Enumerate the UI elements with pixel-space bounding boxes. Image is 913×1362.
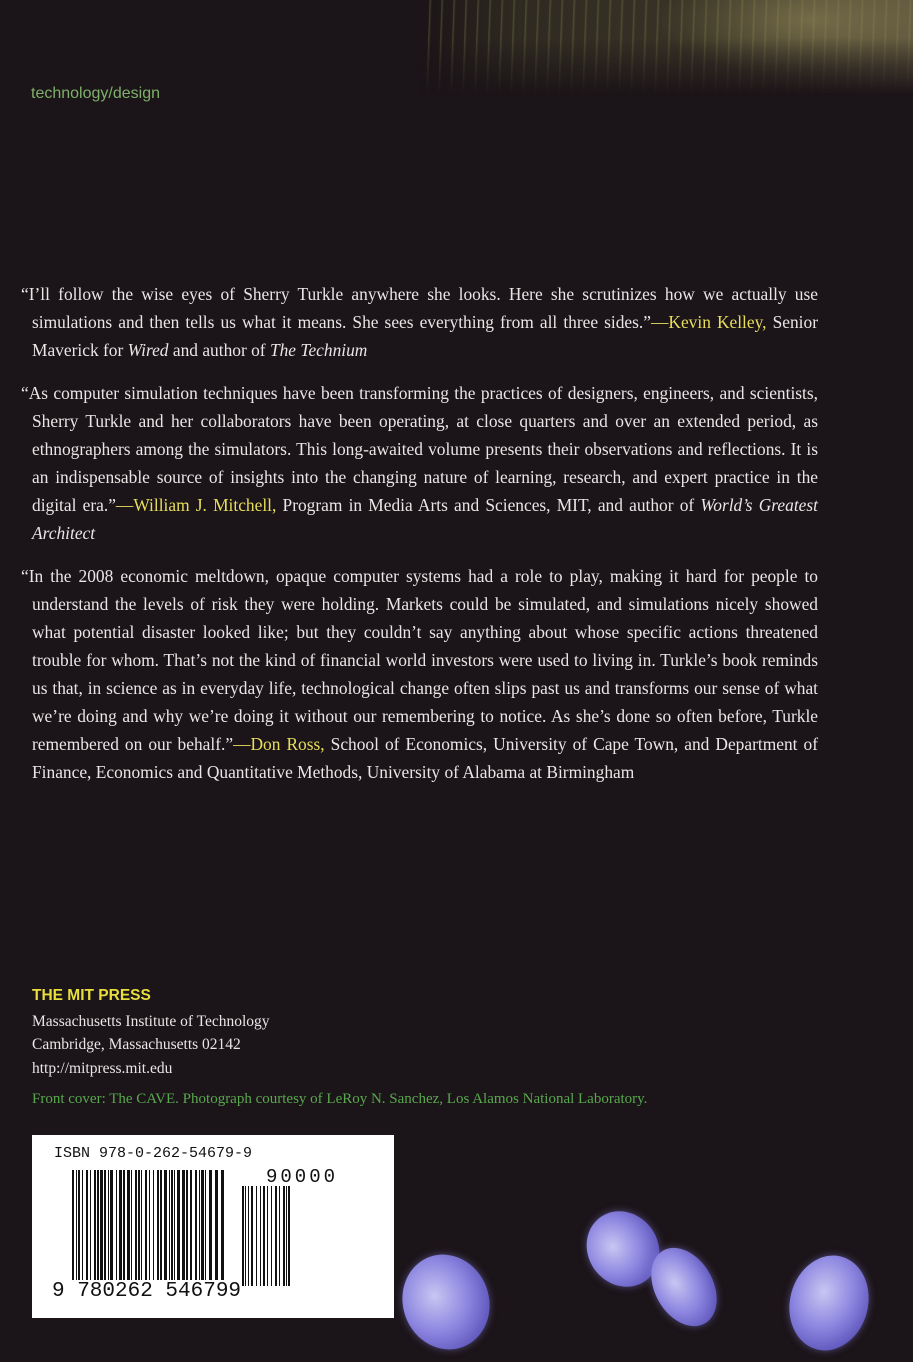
barcode-bar: [174, 1170, 175, 1280]
quote-affiliation: and author of: [168, 340, 270, 360]
barcode-bar: [283, 1186, 285, 1286]
barcode-bar: [256, 1186, 257, 1286]
barcode-bar: [141, 1170, 142, 1280]
quote-book-title: World’s Greatest Architect: [32, 495, 818, 543]
quote-author: —Don Ross,: [233, 734, 325, 754]
barcode-bar: [186, 1170, 188, 1280]
barcode-bar: [271, 1186, 272, 1286]
barcode-bar: [245, 1186, 246, 1286]
barcode-bar: [263, 1186, 265, 1286]
barcode-bar: [171, 1170, 173, 1280]
quote-affiliation: Program in Media Arts and Sciences, MIT, and author of: [276, 495, 701, 515]
cover-photo-fragment: [420, 0, 913, 95]
barcode-bar: [215, 1170, 218, 1280]
barcode-bar: [153, 1170, 154, 1280]
barcode-bar: [78, 1170, 80, 1280]
barcode-bar: [123, 1170, 125, 1280]
barcode-bar: [160, 1170, 162, 1280]
barcode-bar: [116, 1170, 117, 1280]
barcode-bar: [90, 1170, 91, 1280]
category-label: technology/design: [31, 85, 160, 102]
endorsement-quote: [21, 379, 818, 547]
barcode-bar: [248, 1186, 249, 1286]
barcode-bar: [97, 1170, 99, 1280]
barcode-bar: [251, 1186, 253, 1286]
barcode-bar: [108, 1170, 109, 1280]
barcode-bar: [72, 1170, 74, 1280]
barcode-bar: [288, 1186, 290, 1286]
barcode-bar: [260, 1186, 261, 1286]
jellyfish-image: [779, 1247, 879, 1360]
barcode-bar: [127, 1170, 130, 1280]
barcode-bar: [119, 1170, 122, 1280]
cover-credit: Front cover: The CAVE. Photograph courtesy of LeRoy N. Sanchez, Los Alamos National Laboratory.: [32, 1091, 648, 1107]
quote-publication: Wired: [127, 340, 169, 360]
barcode-bar: [169, 1170, 170, 1280]
barcode-bar: [94, 1170, 96, 1280]
barcode-bar: [110, 1170, 113, 1280]
barcode-bar: [221, 1170, 224, 1280]
ean-digits: 9 780262 546799: [52, 1280, 242, 1303]
barcode-bar: [242, 1186, 244, 1286]
barcode-bar: [131, 1170, 132, 1280]
barcode-bar: [164, 1170, 167, 1280]
endorsement-quote: [21, 562, 818, 786]
barcode-bar: [209, 1170, 212, 1280]
barcode-bar: [267, 1186, 268, 1286]
barcode-bar: [199, 1170, 200, 1280]
quote-author: —William J. Mitchell,: [115, 495, 277, 515]
quote-affiliation: School of Economics, University of Cape Town, and Department of Finance, Economics and Quantitative Methods, University of Alabama at Birmingham: [32, 734, 818, 782]
barcode-bar: [195, 1170, 197, 1280]
barcode-bar: [100, 1170, 103, 1280]
quote-author: —Kevin Kelley,: [651, 312, 767, 332]
quote-book-title: The Technium: [269, 340, 368, 360]
price-code: 90000: [266, 1166, 339, 1188]
barcode-bar: [286, 1186, 287, 1286]
jellyfish-image: [389, 1242, 503, 1362]
barcode-bar: [182, 1170, 185, 1280]
barcode-bar: [138, 1170, 140, 1280]
quote-affiliation: Senior Maverick for: [32, 312, 818, 360]
endorsement-quote: [21, 280, 818, 364]
barcode-bar: [157, 1170, 159, 1280]
barcode-bar: [135, 1170, 137, 1280]
publisher-url: http://mitpress.mit.edu: [32, 1059, 173, 1077]
barcode-bar: [82, 1170, 83, 1280]
barcode-bar: [145, 1170, 147, 1280]
barcode-bar: [279, 1186, 280, 1286]
barcode-bar: [76, 1170, 77, 1280]
barcode-bar: [149, 1170, 150, 1280]
barcode-bar: [86, 1170, 88, 1280]
isbn-label: ISBN 978-0-262-54679-9: [54, 1145, 253, 1162]
barcode-bar: [201, 1170, 204, 1280]
barcode-bar: [104, 1170, 106, 1280]
publisher-address-line: Cambridge, Massachusetts 02142: [32, 1036, 241, 1053]
barcode: [32, 1135, 394, 1318]
quote-text: “I’ll follow the wise eyes of Sherry Turkle anywhere she looks. Here she scrutinizes how we actually use simulations and then tells us what it means. She sees everything from all three sides.”: [21, 284, 818, 332]
publisher-name: THE MIT PRESS: [32, 987, 151, 1004]
quote-text: “As computer simulation techniques have been transforming the practices of designers, engineers, and scientists, Sherry Turkle and her collaborators have been operating, at close quarters and over an extended period, as ethnographers among the simulators. This long-awaited volume presents their observations and reflections. It is an indispensable source of insights into the changing nature of learning, research, and expert practice in the digital era.”: [21, 383, 818, 515]
barcode-bar: [177, 1170, 180, 1280]
quote-text: “In the 2008 economic meltdown, opaque computer systems had a role to play, making it hard for people to understand the levels of risk they were holding. Markets could be simulated, and simulations nicely showed what potential disaster looked like; but they couldn’t say anything about whose specific actions threatened trouble for whom. That’s not the kind of financial world investors were used to living in. Turkle’s book reminds us that, in science as in everyday life, technological change often slips past us and transforms our sense of what we’re doing and why we’re doing it without our remembering to notice. As she’s done so often before, Turkle remembered on our behalf.”: [21, 566, 818, 754]
barcode-bar: [190, 1170, 192, 1280]
endorsements: [21, 280, 818, 801]
publisher-address-line: Massachusetts Institute of Technology: [32, 1012, 270, 1030]
barcode-bar: [205, 1170, 206, 1280]
barcode-bar: [275, 1186, 277, 1286]
publisher-block: [32, 984, 270, 1080]
